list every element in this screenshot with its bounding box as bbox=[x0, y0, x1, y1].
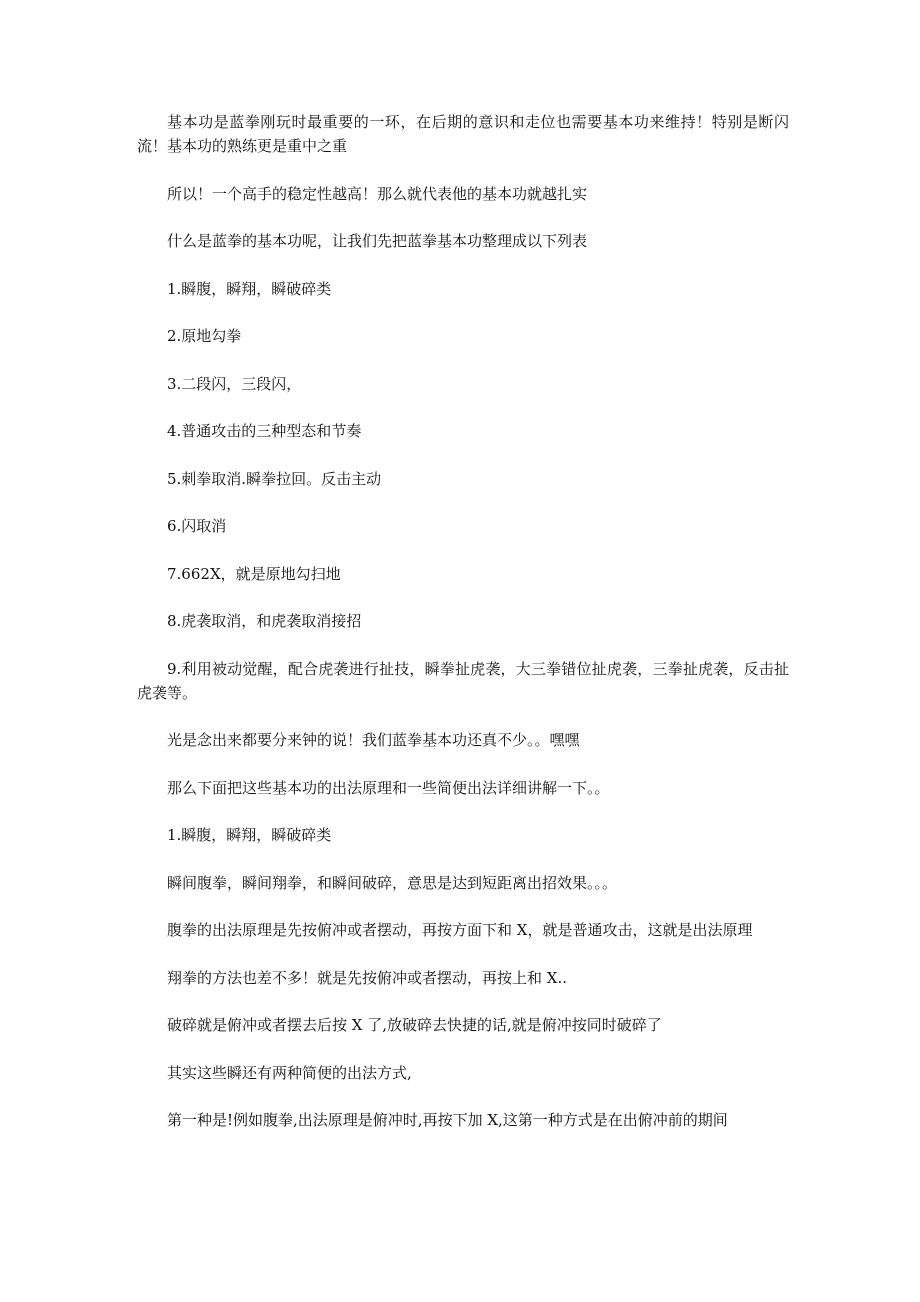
paragraph-explain-intro: 那么下面把这些基本功的出法原理和一些简便出法详细讲解一下。。 bbox=[167, 778, 610, 797]
paragraph-first-method: 第一种是!例如腹拳,出法原理是俯冲时,再按下加 X,这第一种方式是在出俯冲前的期间 bbox=[167, 1111, 728, 1129]
paragraph-remark: 光是念出来都要分来钟的说！我们蓝拳基本功还真不少。。嘿嘿 bbox=[167, 731, 580, 749]
paragraph-instant-meaning: 瞬间腹拳，瞬间翔拳，和瞬间破碎，意思是达到短距离出招效果。。。 bbox=[167, 873, 618, 892]
list-item-7: 7.662X，就是原地勾扫地 bbox=[167, 564, 341, 583]
paragraph-simple-methods: 其实这些瞬还有两种简便的出法方式, bbox=[167, 1063, 412, 1082]
paragraph-uppercut: 翔拳的方法也差不多！就是先按俯冲或者摆动，再按上和 X.. bbox=[167, 968, 567, 987]
document-body bbox=[137, 110, 789, 1156]
list-item-3: 3.二段闪，三段闪， bbox=[167, 374, 302, 393]
paragraph-stability: 所以！一个高手的稳定性越高！那么就代表他的基本功就越扎实 bbox=[167, 184, 588, 203]
paragraph-crush: 破碎就是俯冲或者摆去后按 X 了,放破碎去快捷的话,就是俯冲按同时破碎了 bbox=[167, 1016, 662, 1034]
list-item-2: 2.原地勾拳 bbox=[167, 327, 242, 345]
list-item-8: 8.虎袭取消，和虎袭取消接招 bbox=[167, 612, 362, 630]
list-item-6: 6.闪取消 bbox=[167, 517, 227, 535]
list-item-9: 9.利用被动觉醒，配合虎袭进行扯技，瞬拳扯虎袭，大三拳错位扯虎袭，三拳扯虎袭，反击扯虎袭等。 bbox=[137, 659, 789, 702]
paragraph-body-punch: 腹拳的出法原理是先按俯冲或者摆动，再按方面下和 X，就是普通攻击，这就是出法原理 bbox=[167, 921, 753, 939]
paragraph-intro: 基本功是蓝拳刚玩时最重要的一环，在后期的意识和走位也需要基本功来维持！特别是断闪流！基本功的熟练更是重中之重 bbox=[137, 113, 789, 155]
list-item-5: 5.刺拳取消.瞬拳拉回。反击主动 bbox=[167, 469, 382, 488]
list-item-1: 1.瞬腹，瞬翔，瞬破碎类 bbox=[167, 279, 332, 298]
list-item-4: 4.普通攻击的三种型态和节奏 bbox=[167, 422, 362, 440]
paragraph-list-intro: 什么是蓝拳的基本功呢，让我们先把蓝拳基本功整理成以下列表 bbox=[167, 232, 588, 250]
section-heading-1: 1.瞬腹，瞬翔，瞬破碎类 bbox=[167, 826, 332, 844]
